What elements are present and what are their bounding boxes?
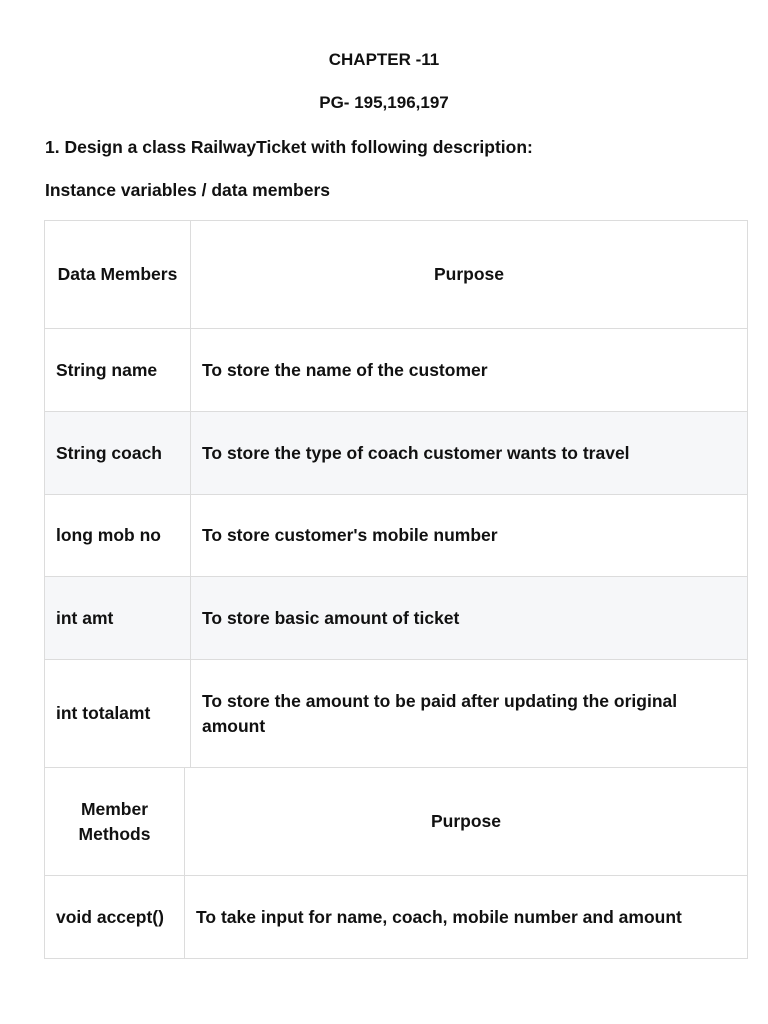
- purpose-cell: To store the type of coach customer wants to travel: [191, 412, 748, 495]
- member-cell: int amt: [45, 577, 191, 660]
- purpose-cell: To store the amount to be paid after updating the original amount: [191, 660, 748, 768]
- table-row: [45, 329, 748, 412]
- member-cell: String name: [45, 329, 191, 412]
- member-cell: void accept(): [45, 876, 185, 959]
- table-header-row: [45, 221, 748, 329]
- table-header-row: [45, 768, 748, 876]
- header-purpose: Purpose: [191, 221, 748, 329]
- member-methods-table: [44, 767, 748, 959]
- member-cell: String coach: [45, 412, 191, 495]
- table-row: [45, 412, 748, 495]
- purpose-cell: To store the name of the customer: [191, 329, 748, 412]
- section-subheading: Instance variables / data members: [45, 180, 330, 200]
- table-row: [45, 876, 748, 959]
- chapter-title: CHAPTER -11: [328, 50, 440, 69]
- data-members-table: [44, 220, 748, 768]
- member-cell: long mob no: [45, 495, 191, 577]
- purpose-cell: To store basic amount of ticket: [191, 577, 748, 660]
- header-purpose: Purpose: [185, 768, 748, 876]
- purpose-cell: To store customer's mobile number: [191, 495, 748, 577]
- table-row: [45, 495, 748, 577]
- table-row: [45, 577, 748, 660]
- header-member-methods: Member Methods: [45, 768, 185, 876]
- table-row: [45, 660, 748, 768]
- page-reference: PG- 195,196,197: [319, 93, 449, 112]
- member-cell: int totalamt: [45, 660, 191, 768]
- purpose-cell: To take input for name, coach, mobile number and amount: [185, 876, 748, 959]
- question-heading: 1. Design a class RailwayTicket with following description:: [45, 137, 533, 157]
- header-data-members: Data Members: [45, 221, 191, 329]
